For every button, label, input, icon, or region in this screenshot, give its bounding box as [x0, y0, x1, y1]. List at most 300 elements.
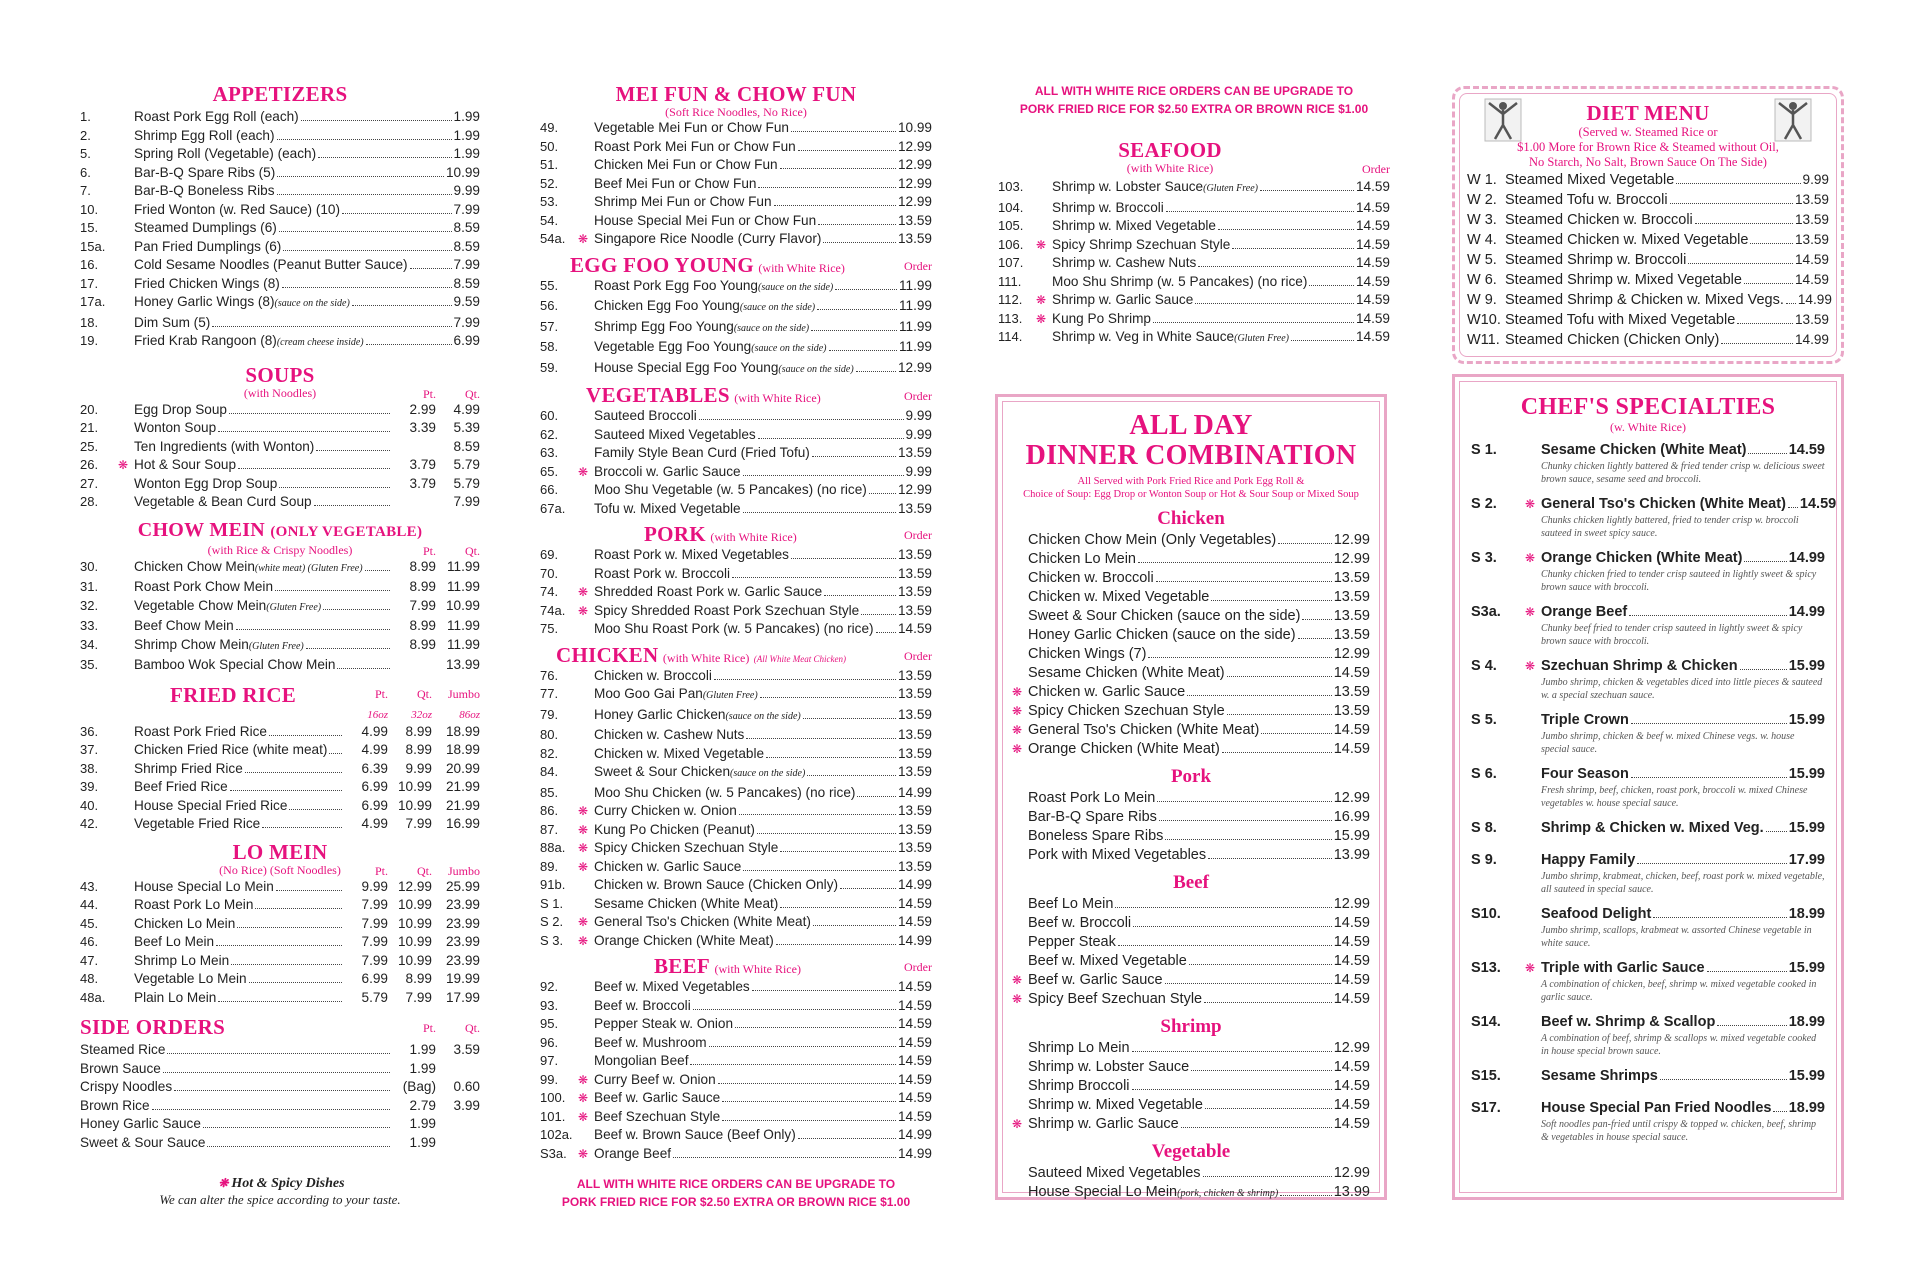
price-qt: 5.39 — [453, 420, 480, 435]
item-name: Steamed Shrimp w. Mixed Vegetable — [1505, 272, 1742, 288]
menu-item — [80, 1097, 480, 1116]
price-pt: 1.99 — [409, 1116, 436, 1131]
item-price: 14.59 — [897, 1053, 932, 1068]
dot-leader — [1788, 507, 1798, 508]
item-price: 12.99 — [897, 175, 932, 191]
item-name: Beef Mei Fun or Chow Fun — [594, 175, 757, 191]
menu-item — [540, 359, 932, 380]
dot-leader — [817, 309, 897, 310]
item-number: 2. — [80, 127, 91, 143]
menu-item — [540, 583, 932, 602]
item-number: 114. — [998, 329, 1023, 344]
dot-leader — [1165, 839, 1331, 840]
item-name: Tofu w. Mixed Vegetable — [594, 500, 741, 516]
diet-item — [1467, 170, 1829, 190]
item-name: Spring Roll (Vegetable) (each) — [134, 146, 317, 161]
combo-item — [1012, 952, 1370, 971]
item-price: 13.59 — [1794, 232, 1829, 247]
soups-col-headers: Pt. Qt. — [422, 386, 480, 401]
diet-list — [1467, 170, 1832, 350]
dot-leader — [1631, 723, 1787, 724]
dot-leader — [791, 131, 896, 132]
chef-special — [1471, 656, 1825, 702]
pepper-icon: ❋ — [578, 915, 589, 929]
dot-leader — [410, 268, 452, 269]
menu-item — [80, 656, 480, 675]
item-price: 14.99 — [1794, 332, 1829, 347]
menu-item — [540, 1145, 932, 1164]
chef-special — [1471, 1066, 1825, 1086]
item-number: 7. — [80, 183, 91, 198]
item-name: Orange Chicken (White Meat) — [1541, 550, 1743, 566]
dot-leader — [803, 718, 896, 719]
dot-leader — [1211, 600, 1331, 601]
item-number: 44. — [80, 897, 99, 912]
dot-leader — [218, 1001, 342, 1002]
sideorders-col-headers: Pt. Qt. — [422, 1021, 480, 1035]
item-description: Jumbo shrimp, scallops, krabmeat w. assorted Chinese vegetable in white sauce. — [1541, 925, 1812, 949]
soups-title: SOUPS — [245, 362, 315, 387]
item-price: 9.99 — [453, 183, 480, 198]
price-pt: 3.79 — [409, 475, 436, 491]
pepper-icon: ❋ — [118, 458, 129, 472]
item-name: Spicy Chicken Szechuan Style — [1028, 703, 1225, 719]
dot-leader — [245, 772, 342, 773]
menu-item — [80, 778, 480, 797]
item-price: 13.59 — [897, 803, 932, 818]
menu-item — [540, 297, 932, 318]
combo-sub-2: Choice of Soup: Egg Drop or Wonton Soup or Hot & Sour Soup or Mixed Soup — [1023, 489, 1359, 500]
price-pt: 4.99 — [361, 816, 388, 831]
item-name: General Tso's Chicken (White Meat) — [594, 914, 811, 929]
combo-item — [1012, 1077, 1370, 1096]
item-price: 12.99 — [1333, 896, 1370, 912]
price-pt: 2.79 — [409, 1097, 436, 1113]
menu-item — [540, 500, 932, 519]
item-price: 14.59 — [1794, 272, 1829, 287]
menu-item — [540, 138, 932, 157]
item-number: 58. — [540, 339, 559, 354]
item-note: (Gluten Free) — [1234, 333, 1289, 344]
item-price: 14.59 — [1355, 236, 1390, 252]
item-number: 69. — [540, 547, 559, 562]
item-name: Shrimp w. Mixed Vegetable — [1028, 1097, 1203, 1113]
item-code: S 6. — [1471, 766, 1497, 782]
dot-leader — [1153, 322, 1354, 323]
item-number: 67a. — [540, 500, 566, 516]
menu-item — [80, 293, 480, 314]
item-price: 13.59 — [897, 231, 932, 246]
dot-leader — [743, 870, 896, 871]
combo-item — [1012, 1183, 1370, 1203]
menu-item — [540, 913, 932, 932]
menu-item — [80, 275, 480, 294]
item-name: Chicken Lo Mein — [134, 915, 236, 931]
pepper-icon: ❋ — [578, 1091, 589, 1105]
menu-item — [540, 1034, 932, 1053]
item-number: 75. — [540, 621, 559, 636]
combo-item — [1012, 607, 1370, 626]
item-name: House Special Pan Fried Noodles — [1541, 1100, 1772, 1116]
price-pt: 6.39 — [361, 760, 388, 776]
item-name: Chicken Chow Mein — [134, 558, 255, 574]
eggfoo-order-header: Order — [904, 258, 932, 273]
item-price: 14.59 — [897, 1034, 932, 1050]
item-name: Shrimp Egg Foo Young — [594, 318, 734, 334]
item-name: Bar-B-Q Boneless Ribs — [134, 183, 275, 198]
combo-item — [1012, 990, 1370, 1009]
menu-item — [80, 970, 480, 989]
item-price: 13.59 — [897, 745, 932, 761]
menu-item — [540, 565, 932, 584]
dot-leader — [1261, 733, 1331, 734]
item-code: W 6. — [1467, 272, 1497, 288]
item-number: 105. — [998, 218, 1024, 233]
combo-item — [1012, 531, 1370, 550]
item-name: Beef Chow Mein — [134, 618, 234, 633]
dot-leader — [722, 1120, 896, 1121]
item-note: (white meat) (Gluten Free) — [254, 562, 363, 574]
dot-leader — [1133, 926, 1332, 927]
item-price: 14.99 — [897, 1127, 932, 1142]
combo-category-title: Beef — [1173, 872, 1209, 893]
item-name: Roast Pork Egg Foo Young — [594, 277, 758, 293]
price-qt: 3.59 — [453, 1042, 480, 1057]
chef-special — [1471, 958, 1825, 1004]
item-price: 13.59 — [1333, 608, 1370, 624]
item-price: 14.59 — [897, 997, 932, 1013]
item-name: Orange Chicken (White Meat) — [1028, 741, 1220, 757]
dot-leader — [1204, 1002, 1332, 1003]
combo-item — [1012, 789, 1370, 808]
menu-item — [80, 182, 480, 201]
dot-leader — [1637, 863, 1786, 864]
item-description: Jumbo shrimp, chicken & beef w. mixed Chinese vegs. w. house special sauce. — [1541, 731, 1795, 755]
menu-item — [540, 978, 932, 997]
pepper-icon: ❋ — [1012, 685, 1023, 699]
item-number: 96. — [540, 1034, 559, 1050]
item-price: 14.59 — [1333, 1059, 1370, 1075]
item-name: Chicken w. Broccoli — [594, 667, 712, 683]
price-qt: 5.79 — [453, 457, 480, 472]
dot-leader — [1187, 695, 1332, 696]
item-price: 11.99 — [898, 339, 932, 354]
menu-item — [80, 475, 480, 494]
dot-leader — [231, 964, 342, 965]
dot-leader — [718, 1083, 896, 1084]
item-price: 9.99 — [905, 463, 932, 479]
pork-list — [540, 546, 932, 639]
item-number: 57. — [540, 318, 559, 334]
item-price: 8.59 — [453, 220, 480, 235]
menu-item — [998, 236, 1390, 255]
item-number: 53. — [540, 194, 559, 209]
menu-item — [80, 741, 480, 760]
combo-item — [1012, 933, 1370, 952]
item-price: 1.99 — [453, 146, 480, 161]
price-pt: 3.79 — [409, 457, 436, 472]
item-price: 13.99 — [1333, 847, 1370, 863]
combo-item — [1012, 895, 1370, 914]
dot-leader — [813, 925, 896, 926]
combo-item — [1012, 664, 1370, 683]
item-number: 103. — [998, 179, 1024, 194]
item-price: 13.59 — [1333, 627, 1370, 643]
dot-leader — [1670, 203, 1793, 204]
item-price: 14.59 — [1799, 496, 1837, 512]
dot-leader — [739, 814, 896, 815]
chef-item-row — [1471, 710, 1825, 730]
item-name: Steamed Shrimp w. Broccoli — [1505, 252, 1687, 268]
item-name: Plain Lo Mein — [134, 989, 217, 1005]
item-name: Shrimp w. Lobster Sauce — [1052, 179, 1204, 194]
item-price: 9.99 — [1802, 172, 1829, 187]
item-name: Kung Po Shrimp — [1052, 310, 1151, 326]
menu-item — [540, 407, 932, 426]
price-qt: 11.99 — [446, 636, 480, 652]
item-price: 14.59 — [1355, 310, 1390, 326]
item-number: 6. — [80, 164, 91, 180]
item-name: Chicken Chow Mein (Only Vegetables) — [1028, 532, 1277, 548]
item-code: S3a. — [1471, 604, 1501, 620]
price-qt: 4.99 — [453, 401, 480, 417]
dot-leader — [1222, 752, 1332, 753]
item-number: 92. — [540, 979, 559, 994]
pork-order-header: Order — [904, 528, 932, 542]
item-price: 14.59 — [897, 914, 932, 929]
item-price: 12.99 — [897, 194, 932, 209]
item-name: Sweet & Sour Sauce — [80, 1134, 206, 1150]
item-number: 87. — [540, 821, 559, 837]
menu-item — [80, 896, 480, 915]
menu-item — [998, 178, 1390, 199]
item-number: 5. — [80, 146, 91, 161]
menu-item — [540, 763, 932, 784]
item-name: House Special Lo Mein — [134, 878, 274, 894]
item-code: S14. — [1471, 1014, 1501, 1030]
item-price: 9.99 — [905, 426, 932, 442]
menu-item — [80, 558, 480, 579]
dot-leader — [823, 242, 896, 243]
vegetables-title: VEGETABLES (with White Rice) — [586, 383, 821, 407]
item-number: 49. — [540, 120, 559, 135]
sideorders-list — [80, 1041, 480, 1152]
item-price: 13.59 — [897, 706, 932, 722]
dot-leader — [279, 231, 452, 232]
combo-item — [1012, 702, 1370, 721]
item-note: (sauce on the side) — [778, 363, 854, 375]
item-number: 15. — [80, 220, 99, 235]
item-number: 30. — [80, 558, 99, 574]
item-price: 11.99 — [898, 277, 932, 293]
appetizers-title: APPETIZERS — [212, 82, 348, 106]
item-number: 112. — [998, 292, 1023, 307]
pepper-icon: ❋ — [578, 804, 589, 818]
item-code: W 2. — [1467, 192, 1497, 208]
dot-leader — [1132, 1051, 1332, 1052]
pepper-icon: ❋ — [1036, 311, 1047, 326]
menu-item — [80, 989, 480, 1008]
dot-leader — [861, 614, 896, 615]
price-qt: 10.99 — [397, 934, 432, 949]
item-name: Four Season — [1541, 766, 1629, 782]
item-price: 12.99 — [1333, 551, 1370, 567]
combo-sub-1: All Served with Pork Fried Rice and Pork Egg Roll & — [1077, 476, 1305, 487]
dot-leader — [152, 1109, 390, 1110]
item-name: General Tso's Chicken (White Meat) — [1541, 496, 1786, 512]
item-number: 80. — [540, 727, 559, 742]
pepper-icon: ❋ — [1012, 973, 1023, 987]
dot-leader — [329, 753, 342, 754]
dot-leader — [1302, 619, 1331, 620]
chef-item-row — [1471, 1066, 1825, 1086]
menu-item — [540, 895, 932, 914]
item-number: 60. — [540, 408, 559, 423]
chowmein-list — [80, 558, 480, 675]
dot-leader — [690, 1064, 896, 1065]
item-name: Shrimp w. Veg in White Sauce — [1052, 329, 1235, 344]
item-name: Chicken w. Brown Sauce (Chicken Only) — [594, 877, 839, 892]
chef-special — [1471, 710, 1825, 756]
item-name: Shrimp w. Garlic Sauce — [1052, 292, 1194, 307]
dot-leader — [314, 505, 390, 506]
item-number: 54. — [540, 212, 559, 228]
item-name: Bamboo Wok Special Chow Mein — [134, 657, 336, 672]
item-name: Brown Rice — [80, 1097, 150, 1113]
menu-item — [540, 1108, 932, 1127]
diet-item — [1467, 310, 1829, 330]
dot-leader — [277, 139, 452, 140]
dot-leader — [174, 1090, 390, 1091]
pepper-icon: ❋ — [1012, 742, 1023, 756]
item-note: (cream cheese inside) — [276, 337, 364, 348]
menu-item — [540, 997, 932, 1016]
chef-item-row — [1471, 440, 1825, 460]
chef-item-row — [1471, 818, 1825, 838]
menu-item — [80, 419, 480, 438]
pepper-icon: ❋ — [1525, 605, 1536, 619]
item-name: Honey Garlic Chicken (sauce on the side) — [1028, 627, 1296, 643]
menu-item — [998, 273, 1390, 292]
pepper-icon: ❋ — [578, 859, 589, 874]
dot-leader — [1676, 183, 1800, 184]
menu-item — [540, 932, 932, 951]
dot-leader — [791, 558, 896, 559]
chef-item-row — [1471, 1012, 1825, 1032]
item-number: 54a. — [540, 231, 566, 246]
menu-item — [540, 277, 932, 298]
chef-special — [1471, 440, 1825, 486]
item-name: Shredded Roast Pork w. Garlic Sauce — [594, 584, 823, 599]
price-qt: 8.99 — [405, 742, 432, 757]
item-price: 14.59 — [1355, 179, 1390, 194]
item-name: Singapore Rice Noodle (Curry Flavor) — [594, 231, 822, 246]
dot-leader — [1631, 777, 1787, 778]
price-pt: 7.99 — [409, 597, 436, 613]
item-number: 52. — [540, 175, 559, 191]
combo-category-title: Shrimp — [1160, 1016, 1222, 1037]
item-number: 48a. — [80, 989, 106, 1005]
pepper-icon: ❋ — [1525, 961, 1536, 975]
dot-leader — [840, 888, 896, 889]
price-pt: 8.99 — [409, 618, 436, 633]
menu-item — [80, 1115, 480, 1134]
menu-item — [80, 578, 480, 597]
item-number: 93. — [540, 997, 559, 1013]
item-number: 37. — [80, 742, 99, 757]
menu-item — [540, 1089, 932, 1108]
price-jumbo: 17.99 — [445, 989, 480, 1005]
dot-leader — [780, 168, 896, 169]
item-name: Roast Pork Fried Rice — [134, 723, 267, 739]
dot-leader — [758, 438, 904, 439]
item-number: 70. — [540, 565, 559, 581]
upgrade-note-bottom: ALL WITH WHITE RICE ORDERS CAN BE UPGRADE TO PORK FRIED RICE FOR $2.50 EXTRA OR BROWN RICE $1.00 — [561, 1177, 911, 1209]
item-number: 32. — [80, 597, 99, 613]
item-name: Seafood Delight — [1541, 906, 1652, 922]
item-name: Steamed Rice — [80, 1042, 166, 1057]
item-price: 14.59 — [1333, 934, 1370, 950]
price-pt: 8.99 — [409, 558, 436, 574]
item-price: 14.99 — [897, 784, 932, 800]
dot-leader — [203, 1127, 390, 1128]
item-number: 88a. — [540, 840, 566, 855]
item-name: General Tso's Chicken (White Meat) — [1028, 722, 1260, 738]
item-price: 14.59 — [1355, 292, 1390, 307]
menu-item — [998, 310, 1390, 329]
diet-item — [1467, 210, 1829, 230]
lomein-title: LO MEIN — [232, 839, 328, 864]
item-name: Spicy Shredded Roast Pork Szechuan Style — [594, 602, 860, 618]
meifun-subtitle: (Soft Rice Noodles, No Rice) — [665, 105, 807, 119]
combo-item — [1012, 721, 1370, 740]
item-number: 51. — [540, 157, 559, 172]
item-number: 38. — [80, 760, 99, 776]
item-price: 13.59 — [1333, 703, 1370, 719]
item-name: Wonton Egg Drop Soup — [134, 475, 278, 491]
item-code: S 4. — [1471, 658, 1497, 674]
dot-leader — [812, 456, 896, 457]
item-name: Curry Chicken w. Onion — [594, 803, 737, 818]
dot-leader — [1750, 243, 1793, 244]
item-name: Shrimp Egg Roll (each) — [134, 127, 275, 143]
item-number: 25. — [80, 438, 99, 454]
item-number: 111. — [998, 273, 1022, 289]
item-price: 14.59 — [1333, 953, 1370, 969]
friedrice-list — [80, 723, 480, 834]
diet-title: DIET MENU — [1586, 101, 1710, 125]
chef-item-row — [1471, 548, 1825, 568]
menu-item — [80, 1060, 480, 1079]
item-price: 15.99 — [1788, 712, 1825, 728]
dot-leader — [282, 287, 452, 288]
item-price: 13.59 — [897, 667, 932, 683]
item-code: W10. — [1467, 312, 1501, 328]
item-code: S15. — [1471, 1068, 1501, 1084]
item-description: Fresh shrimp, beef, chicken, roast pork, broccoli w. mixed Chinese vegetables w. house special sauce. — [1541, 785, 1808, 809]
item-number: 74. — [540, 584, 559, 599]
item-number: 76. — [540, 667, 559, 683]
item-price: 14.59 — [897, 1090, 932, 1105]
chicken-order-header: Order — [904, 648, 932, 663]
item-price: 15.99 — [1788, 960, 1825, 976]
item-price: 12.99 — [897, 138, 932, 154]
menu-item — [80, 108, 480, 127]
lomein-col-headers: Pt. Qt. Jumbo — [374, 863, 480, 878]
item-name: Vegetable Lo Mein — [134, 971, 247, 986]
price-qt: 12.99 — [397, 878, 432, 894]
item-name: Pepper Steak — [1028, 934, 1116, 950]
